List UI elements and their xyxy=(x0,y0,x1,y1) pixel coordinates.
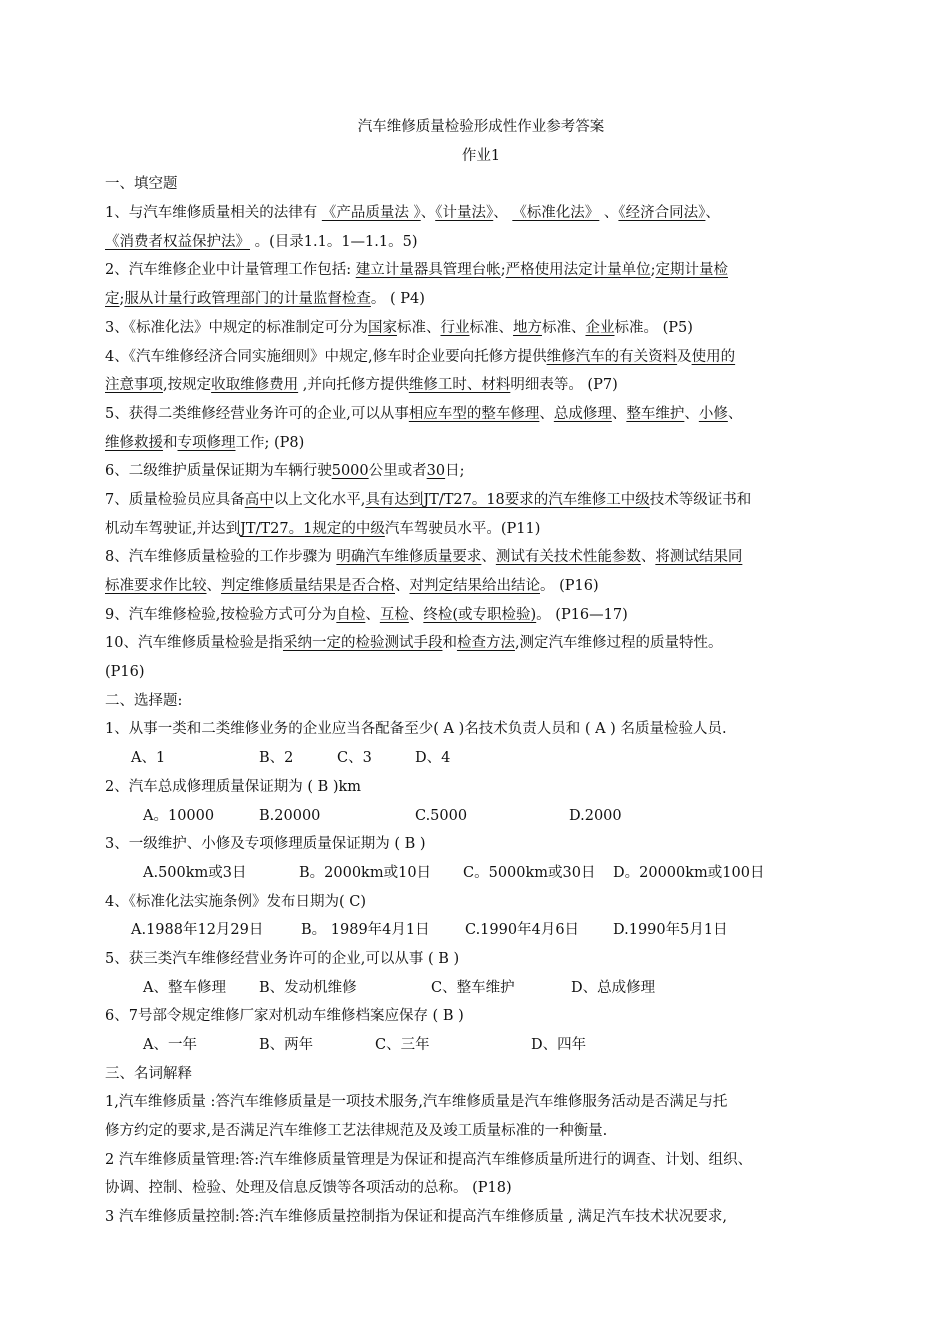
option: C、整车维护 xyxy=(431,979,515,996)
answer: 建立计量器具管理台帐 xyxy=(355,262,501,279)
answer: 严格使用法定计量单位 xyxy=(505,262,651,279)
text: 工作; (P8) xyxy=(235,434,305,451)
answer: 对判定结果给出结论 xyxy=(409,578,540,594)
option: B、发动机维修 xyxy=(259,979,357,996)
definition-line: 修方约定的要求,是否满足汽车维修工艺法律规范及及竣工质量标准的一种衡量. xyxy=(105,1123,608,1140)
text: ,测定汽车维修过程的质量特性。 xyxy=(514,635,723,652)
q9-line xyxy=(105,601,857,630)
text: 6、二级维护质量保证期为车辆行驶 xyxy=(105,463,332,480)
q4-line-1 xyxy=(105,343,857,372)
mc-q3-options xyxy=(105,859,857,888)
answer: 终检(或专职检验) xyxy=(423,606,537,623)
option: D。20000km或100日 xyxy=(613,864,765,881)
mc-q3-text: 3、一级维护、小修及专项修理质量保证期为 ( B ) xyxy=(105,836,426,853)
option: D、4 xyxy=(415,750,451,767)
text: 、 xyxy=(420,205,436,222)
option: B.20000 xyxy=(259,807,321,824)
answer: 总成修理 xyxy=(553,405,612,422)
text: 及 xyxy=(677,348,692,365)
text: 、 xyxy=(727,405,743,422)
mc-q4-text: 4、《标准化法实施条例》发布日期为( C) xyxy=(105,893,366,910)
text: 、 xyxy=(493,205,513,222)
mc-q1-text: 1、从事一类和二类维修业务的企业应当各配备至少( A )名技术负责人员和 ( A ) 名质量检验人员. xyxy=(105,721,727,738)
text: 2、汽车维修企业中计量管理工作包括: xyxy=(105,262,356,279)
answer: 维修救援 xyxy=(105,434,163,451)
option: C、三年 xyxy=(375,1037,430,1053)
answer: 《产品质量法 》 xyxy=(321,205,421,222)
answer: 专项修理 xyxy=(177,434,236,451)
answer: 具有达到JT/T27。18要求的汽车维修工中级 xyxy=(365,491,650,508)
q8-line-1 xyxy=(105,543,857,572)
text: 8、汽车维修质量检验的工作步骤为 xyxy=(105,549,337,566)
answer: 小修 xyxy=(698,405,728,422)
text: 、 xyxy=(481,549,496,566)
text: ; xyxy=(119,291,125,308)
answer: 标准要求作比较 xyxy=(105,578,207,594)
section-heading-multiple-choice: 二、选择题: xyxy=(105,692,183,709)
text: 1、与汽车维修质量相关的法律有 xyxy=(105,205,322,222)
answer: 判定维修质量结果是否合格 xyxy=(221,578,395,594)
text: 汽车驾驶员水平。(P11) xyxy=(384,520,541,537)
document-subtitle: 作业1 xyxy=(461,147,501,164)
text: 3、《标准化法》中规定的标准制定可分为 xyxy=(105,319,368,336)
definition-line: 3 汽车维修质量控制:答:汽车维修质量控制指为保证和提高汽车维修质量 , 满足汽车技术状况要求, xyxy=(105,1209,728,1226)
definition-line: 1,汽车维修质量 :答汽车维修质量是一项技术服务,汽车维修质量是汽车维修服务活动是否满足与托 xyxy=(105,1094,728,1111)
answer: 整车维护 xyxy=(626,405,685,422)
option: A.500km或3日 xyxy=(143,864,247,881)
mc-q5-options xyxy=(105,974,857,1003)
text: 日; xyxy=(445,463,465,480)
mc-q4-options xyxy=(105,916,857,945)
option: B。2000km或10日 xyxy=(299,864,432,881)
option: C、3 xyxy=(337,750,372,767)
answer: 定 xyxy=(105,291,120,308)
text: 标准、 xyxy=(469,319,513,336)
answer: 将测试结果同 xyxy=(655,549,743,566)
mc-q6-options xyxy=(105,1031,857,1060)
answer: 相应车型的整车修理 xyxy=(408,405,540,422)
definition-line: 协调、控制、检验、处理及信息反馈等各项活动的总称。 (P18) xyxy=(105,1180,512,1197)
text: 、 xyxy=(539,405,554,422)
document-title: 汽车维修质量检验形成性作业参考答案 xyxy=(357,119,605,135)
answer: 采纳一定的检验测试手段 xyxy=(282,635,443,652)
answer: 使用的 xyxy=(691,348,736,365)
answer: JT/T27。1规定的中级 xyxy=(240,520,385,537)
answer: 互检 xyxy=(379,606,409,623)
text: ; xyxy=(500,262,506,279)
answer: 明确汽车维修质量要求 xyxy=(336,549,482,566)
option: B、2 xyxy=(259,750,294,767)
text: 、 xyxy=(705,205,720,222)
text: 机动车驾驶证,并达到 xyxy=(105,520,241,537)
option: A、整车修理 xyxy=(143,979,226,996)
text: ,按规定 xyxy=(163,377,212,394)
q1-line-1 xyxy=(105,199,857,228)
q5-line-1 xyxy=(105,400,857,429)
text: 。(目录1.1。1—1.1。5) xyxy=(250,233,418,250)
answer: 《计量法》 xyxy=(435,205,494,222)
text: 、 xyxy=(395,578,410,594)
text: 10、汽车维修质量检验是指 xyxy=(105,635,283,652)
text: 9、汽车维修检验,按检验方式可分为 xyxy=(105,606,337,623)
text: 、 xyxy=(684,405,699,422)
option: C.1990年4月6日 xyxy=(465,922,580,939)
option: D、四年 xyxy=(531,1037,587,1053)
answer: 收取维修费用 xyxy=(211,377,299,394)
text: 和 xyxy=(442,635,457,652)
answer: 检查方法 xyxy=(456,635,515,652)
text: 。 (P16—17) xyxy=(536,606,628,623)
text: 、 xyxy=(365,606,380,623)
answer: 定期计量检 xyxy=(655,262,728,279)
answer: 服从计量行政管理部门的计量监督检查 xyxy=(124,291,371,308)
section-heading-fill-blank: 一、填空题 xyxy=(105,176,178,193)
q7-line-2 xyxy=(105,515,857,544)
answer: 行业 xyxy=(440,319,470,336)
option: D.2000 xyxy=(569,807,622,824)
text: 公里或者 xyxy=(368,463,427,480)
answer: 测试有关技术性能参数 xyxy=(495,549,641,566)
text: 、 xyxy=(611,405,627,422)
q2-line-2 xyxy=(105,285,857,314)
mc-q2-options xyxy=(105,802,857,831)
option: D.1990年5月1日 xyxy=(613,922,728,939)
mc-q2-text: 2、汽车总成修理质量保证期为 ( B )km xyxy=(105,778,362,795)
option: B、两年 xyxy=(259,1037,314,1053)
answer: 30 xyxy=(426,463,446,480)
text: 、 xyxy=(640,549,656,566)
text: 明细表等。 (P7) xyxy=(510,377,618,394)
option: C。5000km或30日 xyxy=(463,864,596,881)
q3-line xyxy=(105,314,857,343)
section-heading-term-definitions: 三、名词解释 xyxy=(105,1065,192,1082)
answer: 国家 xyxy=(367,319,397,336)
q7-line-1 xyxy=(105,486,857,515)
text: 5、获得二类维修经营业务许可的企业,可以从事 xyxy=(105,405,409,422)
q8-line-2 xyxy=(105,572,857,601)
text: (P16) xyxy=(105,664,145,681)
text: 、 xyxy=(206,578,221,594)
q4-line-2 xyxy=(105,371,857,400)
answer: 自检 xyxy=(336,606,366,623)
answer: 《消费者权益保护法》 xyxy=(105,233,250,250)
q10-line-1 xyxy=(105,629,857,658)
definition-line: 2 汽车维修质量管理:答:汽车维修质量管理是为保证和提高汽车维修质量所进行的调查、计划、组织、 xyxy=(105,1151,753,1168)
option: D、总成修理 xyxy=(571,979,656,996)
mc-q6-text: 6、7号部令规定维修厂家对机动车维修档案应保存 ( B ) xyxy=(105,1008,464,1025)
text: 和 xyxy=(163,434,178,451)
document-body xyxy=(105,113,857,1232)
answer: 5000 xyxy=(331,463,369,480)
answer: 注意事项 xyxy=(105,377,163,394)
answer: 《经济合同法》 xyxy=(618,205,706,222)
text: ,并向托修方提供 xyxy=(298,377,409,394)
option: A.1988年12月29日 xyxy=(131,922,264,939)
answer: 《标准化法》 xyxy=(512,205,600,222)
text: 。 (P16) xyxy=(540,578,599,594)
mc-q5-text: 5、获三类汽车维修经营业务许可的企业,可以从事 ( B ) xyxy=(105,950,460,967)
text: 标准、 xyxy=(541,319,586,336)
mc-q1-options xyxy=(105,744,857,773)
option: A、一年 xyxy=(143,1037,197,1053)
text: 标准。 (P5) xyxy=(614,319,693,336)
option: B。 1989年4月1日 xyxy=(301,922,430,939)
answer: 企业 xyxy=(585,319,615,336)
text: 、 xyxy=(408,606,424,623)
text: ; xyxy=(650,262,656,279)
q6-line xyxy=(105,457,857,486)
answer: 维修工时、材料 xyxy=(408,377,511,394)
answer: 高中 xyxy=(244,491,274,508)
option: C.5000 xyxy=(415,807,468,824)
text: 。 ( P4) xyxy=(370,291,425,308)
text: 技术等级证书和 xyxy=(649,491,752,508)
text: 标准、 xyxy=(396,319,441,336)
option: A、1 xyxy=(131,750,166,767)
answer: 地方 xyxy=(512,319,542,336)
answer: 维修汽车的有关资料 xyxy=(546,348,678,365)
option: A。10000 xyxy=(143,807,215,824)
q1-line-2 xyxy=(105,228,857,257)
q5-line-2 xyxy=(105,429,857,458)
text: 、 xyxy=(599,205,619,222)
text: 4、《汽车维修经济合同实施细则》中规定,修车时企业要向托修方提供 xyxy=(105,348,547,365)
text: 7、质量检验员应具备 xyxy=(105,491,245,508)
q10-line-2 xyxy=(105,658,857,687)
q2-line-1 xyxy=(105,256,857,285)
text: 以上文化水平, xyxy=(273,491,366,508)
